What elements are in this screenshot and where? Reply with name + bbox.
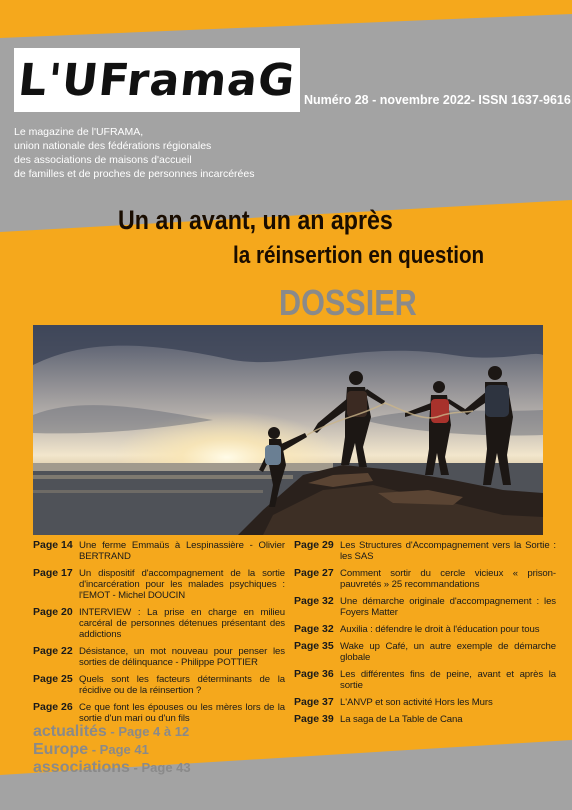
toc-description: Wake up Café, un autre exemple de démarche globale — [340, 641, 556, 663]
toc-description: Un dispositif d'accompagnement de la sortie d'incarcération pour les malades psychiques : l'EMOT - Michel DOUCIN — [79, 568, 285, 601]
toc-entry[interactable] — [33, 674, 285, 696]
magazine-logo — [14, 48, 300, 112]
tagline-line: Le magazine de l'UFRAMA, — [14, 126, 144, 138]
toc-page-number: Page 35 — [294, 640, 334, 652]
section-link-europe[interactable] — [33, 741, 293, 759]
toc-entry[interactable] — [294, 714, 556, 725]
toc-page-number: Page 29 — [294, 539, 334, 551]
toc-description: INTERVIEW : La prise en charge en milieu carcéral de personnes détenues présentant des addictions — [79, 607, 285, 640]
toc-page-number: Page 27 — [294, 567, 334, 579]
section-link-actualites[interactable] — [33, 723, 293, 741]
toc-description: Les Structures d'Accompagnement vers la Sortie : les SAS — [340, 540, 556, 562]
section-name: actualités — [33, 723, 107, 740]
toc-entry[interactable] — [33, 607, 285, 640]
table-of-contents-right — [294, 540, 556, 731]
toc-entry[interactable] — [33, 646, 285, 668]
toc-entry[interactable] — [294, 624, 556, 635]
cover-photo — [33, 325, 543, 535]
toc-page-number: Page 26 — [33, 701, 73, 713]
regular-sections — [33, 723, 293, 777]
toc-page-number: Page 32 — [294, 623, 334, 635]
cover-subtitle: la réinsertion en question — [233, 242, 485, 269]
issue-line: Numéro 28 - novembre 2022- ISSN 1637-9616 — [304, 93, 571, 107]
toc-page-number: Page 32 — [294, 595, 334, 607]
table-of-contents-left — [33, 540, 285, 730]
toc-entry[interactable] — [294, 641, 556, 663]
toc-description: Quels sont les facteurs déterminants de la récidive ou de la réinsertion ? — [79, 674, 285, 696]
toc-description: Ce que font les épouses ou les mères lors de la sortie d'un mari ou d'un fils — [79, 702, 285, 724]
cover-title: Un an avant, un an après — [118, 205, 393, 235]
toc-description: Une ferme Emmaüs à Lespinassière - Olivier BERTRAND — [79, 540, 285, 562]
toc-description: Les différentes fins de peine, avant et après la sortie — [340, 669, 556, 691]
toc-entry[interactable] — [294, 540, 556, 562]
toc-description: Auxilia : défendre le droit à l'éducation pour tous — [340, 624, 540, 635]
tagline-line: de familles et de proches de personnes incarcérées — [14, 168, 255, 180]
logo-wordmark: L'UFramaG — [16, 54, 298, 106]
toc-page-number: Page 22 — [33, 645, 73, 657]
toc-entry[interactable] — [294, 669, 556, 691]
section-page: - Page 43 — [129, 760, 191, 775]
tagline — [14, 125, 344, 181]
section-page: - Page 4 à 12 — [106, 724, 190, 739]
toc-description: La saga de La Table de Cana — [340, 714, 463, 725]
toc-page-number: Page 36 — [294, 668, 334, 680]
toc-entry[interactable] — [294, 568, 556, 590]
toc-description: Une démarche originale d'accompagnement : les Foyers Matter — [340, 596, 556, 618]
toc-page-number: Page 37 — [294, 696, 334, 708]
toc-page-number: Page 25 — [33, 673, 73, 685]
toc-description: Désistance, un mot nouveau pour penser les sorties de délinquance - Philippe POTTIER — [79, 646, 285, 668]
section-page: - Page 41 — [88, 742, 149, 757]
toc-page-number: Page 39 — [294, 713, 334, 725]
tagline-line: union nationale des fédérations régionales — [14, 140, 212, 152]
toc-description: Comment sortir du cercle vicieux « prison-pauvretés » 25 recommandations — [340, 568, 556, 590]
toc-entry[interactable] — [294, 596, 556, 618]
toc-page-number: Page 17 — [33, 567, 73, 579]
tagline-line: des associations de maisons d'accueil — [14, 154, 192, 166]
toc-page-number: Page 14 — [33, 539, 73, 551]
section-name: Europe — [33, 741, 89, 758]
toc-entry[interactable] — [294, 697, 556, 708]
toc-entry[interactable] — [33, 702, 285, 724]
section-name: associations — [33, 759, 130, 776]
cover-photo-illustration — [33, 325, 543, 535]
toc-page-number: Page 20 — [33, 606, 73, 618]
section-link-associations[interactable] — [33, 759, 293, 777]
toc-description: L'ANVP et son activité Hors les Murs — [340, 697, 493, 708]
toc-entry[interactable] — [33, 568, 285, 601]
section-label: DOSSIER — [279, 282, 417, 323]
toc-entry[interactable] — [33, 540, 285, 562]
